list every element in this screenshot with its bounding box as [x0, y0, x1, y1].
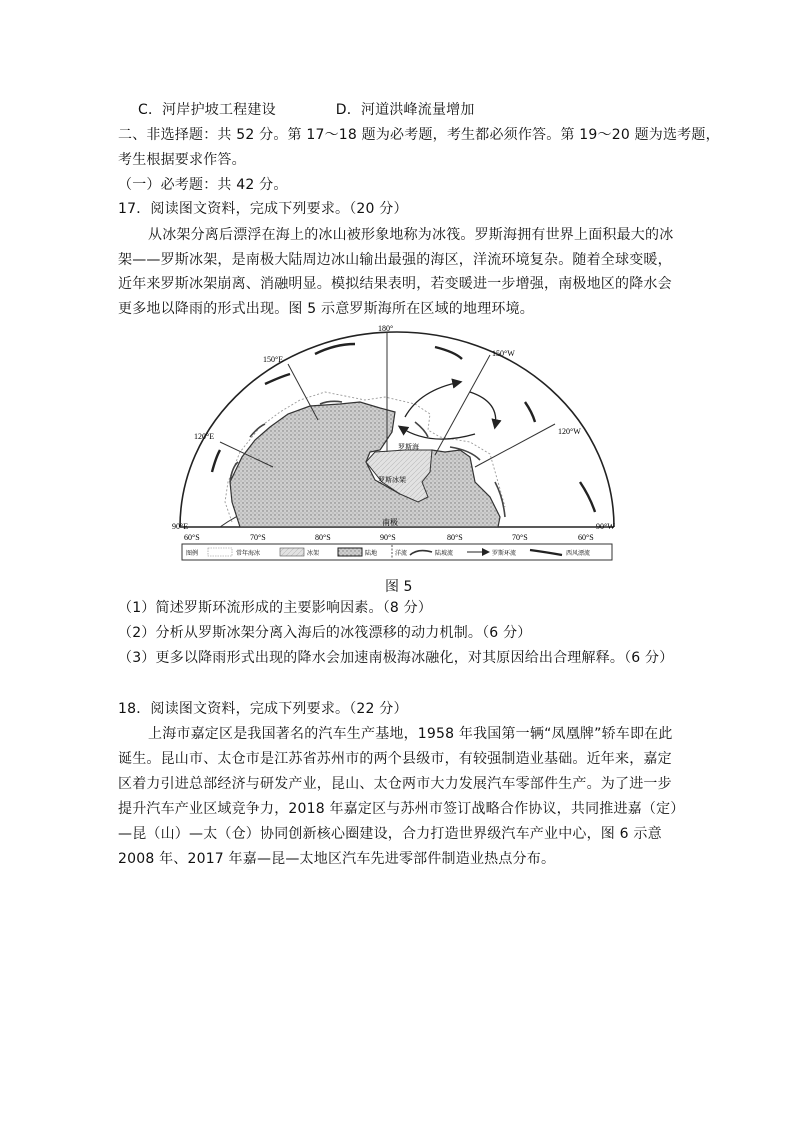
legend-title: 图例 [186, 550, 199, 557]
legend-ross-gyre: 罗斯环流 [492, 550, 517, 557]
q18-para-line: 区着力引进总部经济与研发产业，昆山、太仓两市大力发展汽车零部件生产。为了进一步 [118, 776, 672, 792]
q18-para-line: —昆（山）—太（仓）协同创新核心圈建设，合力打造世界级汽车产业中心，图 6 示意 [118, 826, 662, 842]
lon-label: 180° [378, 324, 394, 333]
lon-label: 90°W [596, 522, 615, 531]
q17-para-line: 架——罗斯冰架，是南极大陆周边冰山输出最强的海区，洋流环境复杂。随着全球变暖， [118, 252, 672, 268]
q18-para-line: 2008 年、2017 年嘉—昆—太地区汽车先进零部件制造业热点分布。 [118, 851, 556, 867]
q18-para-line: 上海市嘉定区是我国著名的汽车生产基地，1958 年我国第一辆“凤凰牌”轿车即在此 [148, 726, 673, 742]
legend [182, 544, 612, 560]
lon-label: 120°W [558, 427, 581, 436]
lat-label: 70°S [250, 533, 266, 542]
option-line [138, 101, 475, 119]
option-d: D．河道洪峰流量增加 [335, 102, 475, 118]
q17-para-line: 从冰架分离后漂浮在海上的冰山被形象地称为冰筏。罗斯海拥有世界上面积最大的冰 [148, 227, 674, 243]
westerly-drift-arrow [265, 374, 290, 384]
legend-land: 陆地 [365, 550, 378, 557]
q18-para-line: 诞生。昆山市、太仓市是江苏省苏州市的两个县级市，有较强制造业基础。近年来，嘉定 [118, 751, 672, 767]
ross-sea-label: 罗斯海 [398, 443, 419, 451]
lon-label: 90°E [172, 522, 189, 531]
lat-label: 70°S [512, 533, 528, 542]
lat-label: 90°S [380, 533, 396, 542]
legend-sea-ice: 常年海冰 [236, 550, 261, 557]
q17-question: （3）更多以降雨形式出现的降水会加速南极海冰融化，对其原因给出合理解释。（6 分） [118, 650, 674, 666]
figure-caption: 图 5 [385, 579, 413, 595]
lat-label: 80°S [447, 533, 463, 542]
westerly-drift-arrow [435, 347, 462, 359]
legend-current-title: 洋流 [395, 550, 408, 557]
antarctica-land [230, 402, 500, 527]
option-c: C．河岸护坡工程建设 [138, 102, 276, 118]
westerly-drift-arrow [315, 344, 355, 354]
section-heading: 二、非选择题：共 52 分。第 17～18 题为必考题，考生都必须作答。第 19～20 题为选考题， [118, 127, 720, 143]
lat-label: 60°S [578, 533, 594, 542]
section-heading-cont: 考生根据要求作答。 [118, 152, 246, 168]
meridian-150w [435, 355, 490, 455]
subsection-heading: （一）必考题：共 42 分。 [118, 177, 288, 193]
figure-5-map [170, 322, 625, 572]
lat-label: 60°S [184, 533, 200, 542]
lat-label: 80°S [315, 533, 331, 542]
legend-ice-shelf: 冰架 [307, 550, 320, 557]
meridian-120w [475, 424, 555, 467]
westerly-drift-arrow [525, 402, 535, 422]
antarctica-label: 南极 [382, 518, 398, 527]
westerly-drift-arrow [580, 482, 595, 512]
q18-para-line: 提升汽车产业区域竞争力，2018 年嘉定区与苏州市签订战略合作协议，共同推进嘉（定） [118, 801, 685, 817]
legend-westerly-drift: 西风漂流 [566, 550, 591, 557]
q17-title: 17．阅读图文资料，完成下列要求。（20 分） [118, 201, 408, 217]
ross-gyre-arrow [405, 382, 460, 417]
q17-question: （1）简述罗斯环流形成的主要影响因素。（8 分） [118, 600, 433, 616]
ross-ice-shelf-label: 罗斯冰架 [378, 476, 406, 484]
q17-para-line: 更多地以降雨的形式出现。图 5 示意罗斯海所在区域的地理环境。 [118, 301, 535, 317]
lon-label: 150°W [492, 349, 515, 358]
lon-label: 120°E [194, 432, 215, 441]
westerly-drift-arrow [212, 450, 220, 472]
q17-para-line: 近年来罗斯冰架崩离、消融明显。模拟结果表明，若变暖进一步增强，南极地区的降水会 [118, 276, 672, 292]
ross-gyre-arrow [470, 392, 496, 427]
lon-label: 150°E [263, 355, 284, 364]
legend-slope-current: 陆坡流 [435, 550, 454, 557]
q17-question: （2）分析从罗斯冰架分离入海后的冰筏漂移的动力机制。（6 分） [118, 625, 532, 641]
ross-gyre-arrow [400, 427, 475, 439]
q18-title: 18．阅读图文资料，完成下列要求。（22 分） [118, 701, 408, 717]
